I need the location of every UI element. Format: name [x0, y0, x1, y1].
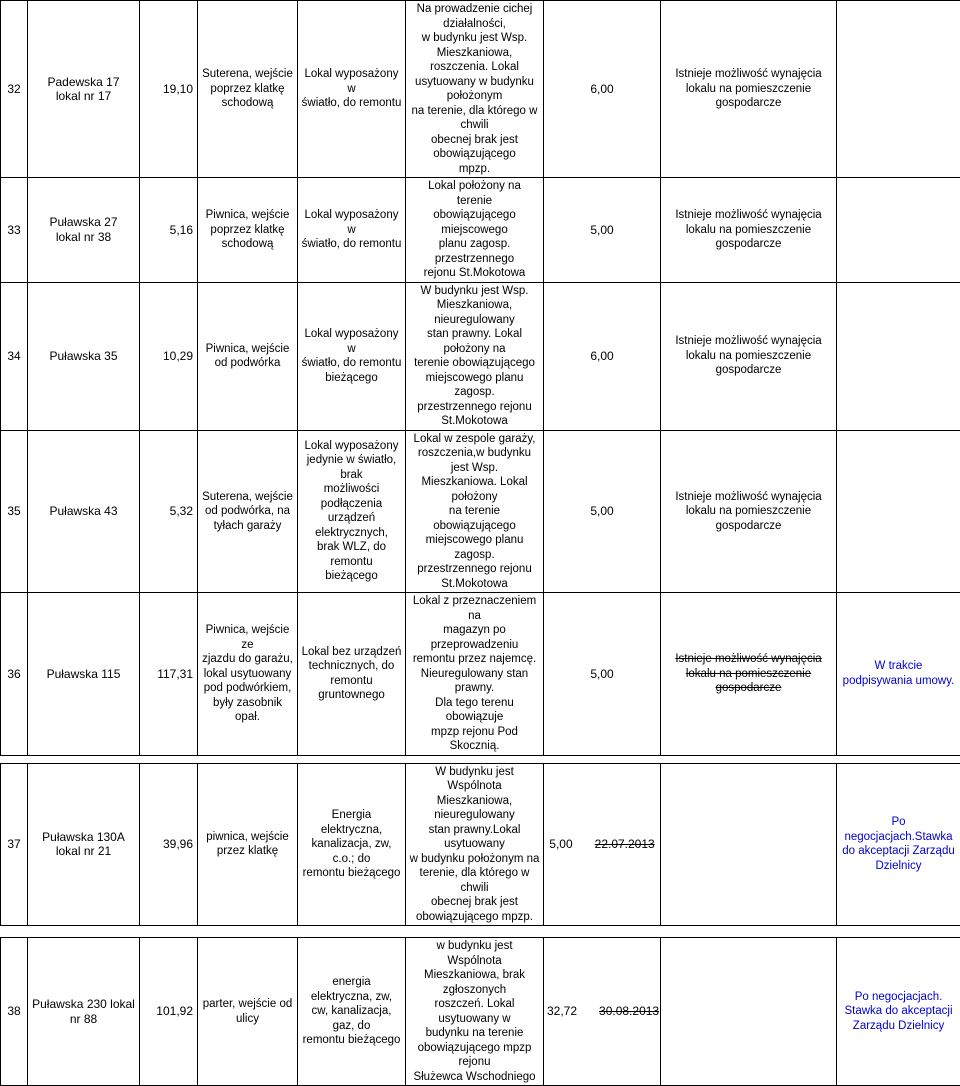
usage-note-cell-line: Istnieje możliwość wynajęcia — [664, 490, 833, 505]
table-row — [1, 430, 960, 593]
description-cell-line: terenie obowiązującego — [409, 356, 540, 371]
description-cell-line: obecnej brak jest obowiązującego — [409, 133, 540, 162]
description-cell — [406, 593, 544, 756]
access-cell-line: Piwnica, wejście — [201, 208, 294, 223]
row-number: 32 — [1, 1, 28, 178]
equipment-cell-line: brak WLZ, do remontu — [301, 540, 402, 569]
equipment-cell-line: technicznych, do — [301, 659, 402, 674]
description-cell — [406, 178, 544, 283]
address-cell — [28, 430, 140, 593]
description-cell-line: Mieszkaniowa, nieuregulowany — [409, 298, 540, 327]
equipment-cell-line: światło, do remontu — [301, 237, 402, 252]
rent-value: 5,00 — [590, 667, 613, 681]
equipment-cell-line: Lokal bez urządzeń — [301, 645, 402, 660]
description-cell-line: Mieszkaniowa, roszczenia. Lokal — [409, 46, 540, 75]
remarks-cell — [837, 282, 960, 430]
usage-note-cell-line: lokalu na pomieszczenie — [664, 504, 833, 519]
remarks-cell — [837, 938, 960, 1086]
description-cell-line: terenie, dla którego w chwili — [409, 866, 540, 895]
equipment-cell-line: bieżącego — [301, 371, 402, 386]
equipment-cell-line: remontu gruntownego — [301, 674, 402, 703]
remarks-cell-line: podpisywania umowy. — [840, 674, 957, 689]
description-cell-line: roszczenia,w budynku jest Wsp. — [409, 446, 540, 475]
area-cell: 5,32 — [140, 430, 198, 593]
description-cell-line: miejscowego planu zagosp. — [409, 533, 540, 562]
description-cell-line: remontu przez najemcę. — [409, 652, 540, 667]
access-cell-line: lokal usytuowany — [201, 667, 294, 682]
equipment-cell-line: Energia elektryczna, — [301, 808, 402, 837]
access-cell-line: Suterena, wejście — [201, 67, 294, 82]
remarks-cell — [837, 178, 960, 283]
access-cell-line: schodową — [201, 237, 294, 252]
usage-note-cell-line: Istnieje możliwość wynajęcia — [664, 208, 833, 223]
row-number: 37 — [1, 763, 28, 926]
table-row — [1, 282, 960, 430]
address-cell-line: lokal nr 17 — [31, 89, 136, 104]
table-row — [1, 763, 960, 926]
usage-note-cell — [661, 1, 837, 178]
description-cell-line: planu zagosp. przestrzennego — [409, 237, 540, 266]
equipment-cell-line: jedynie w światło, brak — [301, 453, 402, 482]
description-cell-line: mpzp. — [409, 162, 540, 177]
remarks-cell — [837, 593, 960, 756]
rent-cell — [544, 593, 661, 756]
rent-date: 22.07.2013 — [595, 837, 655, 851]
area-cell: 5,16 — [140, 178, 198, 283]
usage-note-cell — [661, 763, 837, 926]
description-cell-line: obecnej brak jest — [409, 895, 540, 910]
equipment-cell — [298, 282, 406, 430]
equipment-cell-line: Lokal wyposażony — [301, 439, 402, 454]
description-cell-line: obowiązującego mpzp. — [409, 910, 540, 925]
equipment-cell-line: bieżącego — [301, 569, 402, 584]
description-cell-line: obowiązującego miejscowego — [409, 208, 540, 237]
description-cell-line: stan prawny.Lokal usytuowany — [409, 823, 540, 852]
gap-cell — [1, 755, 960, 763]
description-cell-line: Mieszkaniowa, nieuregulowany — [409, 794, 540, 823]
usage-note-cell — [661, 282, 837, 430]
description-cell-line: Służewca Wschodniego — [409, 1070, 540, 1085]
access-cell-line: tyłach garaży — [201, 519, 294, 534]
equipment-cell — [298, 938, 406, 1086]
access-cell-line: od podwórka — [201, 356, 294, 371]
address-cell — [28, 1, 140, 178]
remarks-cell-line: Po — [840, 815, 957, 830]
address-cell-line: Puławska 35 — [31, 349, 136, 364]
equipment-cell — [298, 178, 406, 283]
description-cell — [406, 763, 544, 926]
equipment-cell-line: urządzeń elektrycznych, — [301, 511, 402, 540]
rent-value: 5,00 — [590, 504, 613, 518]
address-cell-line: Padewska 17 — [31, 75, 136, 90]
description-cell-line: w budynku jest Wspólnota — [409, 939, 540, 968]
usage-note-cell — [661, 593, 837, 756]
description-cell-line: roszczeń. Lokal usytuowany w — [409, 997, 540, 1026]
description-cell-line: budynku na terenie — [409, 1026, 540, 1041]
remarks-cell-line: Stawka do akceptacji — [840, 1004, 957, 1019]
row-gap — [1, 926, 960, 938]
description-cell-line: w budynku jest Wsp. — [409, 31, 540, 46]
equipment-cell-line: możliwości podłączenia — [301, 482, 402, 511]
description-cell-line: mpzp rejonu Pod Skocznią. — [409, 725, 540, 754]
address-cell — [28, 282, 140, 430]
remarks-cell — [837, 763, 960, 926]
rent-value: 6,00 — [590, 349, 613, 363]
address-cell-line: Puławska 27 — [31, 215, 136, 230]
row-number: 34 — [1, 282, 28, 430]
description-cell-line: rejonu St.Mokotowa — [409, 266, 540, 281]
remarks-cell-line: Zarządu Dzielnicy — [840, 1019, 957, 1034]
description-cell-line: w budynku położonym na — [409, 852, 540, 867]
address-cell-line: lokal nr 21 — [31, 844, 136, 859]
usage-note-cell — [661, 430, 837, 593]
table-row — [1, 1, 960, 178]
rent-cell — [544, 763, 661, 926]
address-cell — [28, 763, 140, 926]
area-cell: 39,96 — [140, 763, 198, 926]
rent-cell — [544, 938, 661, 1086]
description-cell-line: Dla tego terenu obowiązuje — [409, 696, 540, 725]
access-cell-line: od podwórka, na — [201, 504, 294, 519]
equipment-cell-line: Lokal wyposażony w — [301, 327, 402, 356]
table-row — [1, 178, 960, 283]
description-cell-line: stan prawny. Lokal położony na — [409, 327, 540, 356]
access-cell-line: ulicy — [201, 1012, 294, 1027]
area-cell: 10,29 — [140, 282, 198, 430]
description-cell-line: Na prowadzenie cichej działalności, — [409, 2, 540, 31]
description-cell-line: magazyn po przeprowadzeniu — [409, 623, 540, 652]
access-cell — [198, 282, 298, 430]
row-number: 35 — [1, 430, 28, 593]
access-cell — [198, 430, 298, 593]
usage-note-cell-line: gospodarcze — [664, 363, 833, 378]
access-cell-line: Suterena, wejście — [201, 490, 294, 505]
access-cell-line: poprzez klatkę — [201, 223, 294, 238]
description-cell-line: Lokal z przeznaczeniem na — [409, 594, 540, 623]
access-cell — [198, 1, 298, 178]
usage-note-cell-line: lokalu na pomieszczenie — [664, 223, 833, 238]
access-cell-line: Piwnica, wejście ze — [201, 623, 294, 652]
description-cell — [406, 938, 544, 1086]
equipment-cell — [298, 593, 406, 756]
remarks-cell-line: Dzielnicy — [840, 859, 957, 874]
area-cell: 117,31 — [140, 593, 198, 756]
access-cell-line: Piwnica, wejście — [201, 342, 294, 357]
remarks-cell — [837, 430, 960, 593]
remarks-cell — [837, 1, 960, 178]
equipment-cell — [298, 1, 406, 178]
rent-cell — [544, 178, 661, 283]
address-cell — [28, 178, 140, 283]
remarks-cell-line: W trakcie — [840, 659, 957, 674]
access-cell-line: piwnica, wejście — [201, 830, 294, 845]
description-cell-line: na terenie, dla którego w chwili — [409, 104, 540, 133]
equipment-cell — [298, 430, 406, 593]
usage-note-cell-line: lokalu na pomieszczenie — [664, 667, 833, 682]
access-cell-line: poprzez klatkę — [201, 82, 294, 97]
area-cell: 19,10 — [140, 1, 198, 178]
description-cell-line: usytuowany w budynku położonym — [409, 75, 540, 104]
equipment-cell-line: remontu bieżącego — [301, 1033, 402, 1048]
rent-cell — [544, 430, 661, 593]
rent-value: 32,72 — [547, 1004, 577, 1018]
description-cell-line: Mieszkaniowa. Lokal położony — [409, 475, 540, 504]
description-cell-line: St.Mokotowa — [409, 577, 540, 592]
gap-cell — [1, 926, 960, 938]
access-cell — [198, 763, 298, 926]
access-cell-line: przez klatkę — [201, 844, 294, 859]
row-number: 33 — [1, 178, 28, 283]
rent-value: 5,00 — [549, 837, 572, 851]
remarks-cell-line: negocjacjach.Stawka — [840, 830, 957, 845]
usage-note-cell-line: Istnieje możliwość wynajęcia — [664, 334, 833, 349]
equipment-cell-line: energia elektryczna, zw, — [301, 975, 402, 1004]
area-cell: 101,92 — [140, 938, 198, 1086]
description-cell-line: przestrzennego rejonu — [409, 562, 540, 577]
usage-note-cell-line: gospodarcze — [664, 681, 833, 696]
description-cell-line: Nieuregulowany stan prawny. — [409, 667, 540, 696]
usage-note-cell-line: Istnieje możliwość wynajęcia — [664, 652, 833, 667]
equipment-cell-line: Lokal wyposażony w — [301, 67, 402, 96]
usage-note-cell-line: lokalu na pomieszczenie — [664, 82, 833, 97]
description-cell — [406, 430, 544, 593]
description-cell — [406, 282, 544, 430]
rent-value: 5,00 — [590, 223, 613, 237]
usage-note-cell — [661, 178, 837, 283]
description-cell-line: przestrzennego rejonu — [409, 400, 540, 415]
access-cell-line: parter, wejście od — [201, 997, 294, 1012]
access-cell-line: zjazdu do garażu, — [201, 652, 294, 667]
row-number: 38 — [1, 938, 28, 1086]
address-cell-line: Puławska 230 lokal nr 88 — [31, 997, 136, 1026]
address-cell — [28, 938, 140, 1086]
equipment-cell-line: remontu bieżącego — [301, 866, 402, 881]
access-cell-line: pod podwórkiem, — [201, 681, 294, 696]
description-cell-line: miejscowego planu zagosp. — [409, 371, 540, 400]
usage-note-cell — [661, 938, 837, 1086]
description-cell-line: St.Mokotowa — [409, 414, 540, 429]
access-cell-line: schodową — [201, 96, 294, 111]
address-cell-line: Puławska 43 — [31, 504, 136, 519]
usage-note-cell-line: gospodarcze — [664, 96, 833, 111]
equipment-cell — [298, 763, 406, 926]
description-cell-line: Lokal w zespole garaży, — [409, 432, 540, 447]
access-cell — [198, 593, 298, 756]
equipment-cell-line: kanalizacja, zw, c.o.; do — [301, 837, 402, 866]
remarks-cell-line: Po negocjacjach. — [840, 990, 957, 1005]
access-cell — [198, 178, 298, 283]
description-cell-line: W budynku jest Wsp. — [409, 284, 540, 299]
rent-value: 6,00 — [590, 82, 613, 96]
table-row — [1, 593, 960, 756]
rent-cell — [544, 1, 661, 178]
address-cell-line: lokal nr 38 — [31, 230, 136, 245]
description-cell-line: obowiązującego mpzp rejonu — [409, 1041, 540, 1070]
usage-note-cell-line: gospodarcze — [664, 519, 833, 534]
description-cell-line: na terenie obowiązującego — [409, 504, 540, 533]
rent-cell — [544, 282, 661, 430]
usage-note-cell-line: Istnieje możliwość wynajęcia — [664, 67, 833, 82]
description-cell-line: Mieszkaniowa, brak zgłoszonych — [409, 968, 540, 997]
description-cell-line: Lokal położony na terenie — [409, 179, 540, 208]
address-cell-line: Puławska 115 — [31, 667, 136, 682]
equipment-cell-line: światło, do remontu — [301, 96, 402, 111]
table-row — [1, 938, 960, 1086]
equipment-cell-line: cw, kanalizacja, gaz, do — [301, 1004, 402, 1033]
equipment-cell-line: światło, do remontu — [301, 356, 402, 371]
usage-note-cell-line: lokalu na pomieszczenie — [664, 349, 833, 364]
row-number: 36 — [1, 593, 28, 756]
address-cell-line: Puławska 130A — [31, 830, 136, 845]
description-cell — [406, 1, 544, 178]
equipment-cell-line: Lokal wyposażony w — [301, 208, 402, 237]
access-cell — [198, 938, 298, 1086]
remarks-cell-line: do akceptacji Zarządu — [840, 844, 957, 859]
address-cell — [28, 593, 140, 756]
usage-note-cell-line: gospodarcze — [664, 237, 833, 252]
row-gap — [1, 755, 960, 763]
access-cell-line: były zasobnik opał. — [201, 696, 294, 725]
description-cell-line: W budynku jest Wspólnota — [409, 765, 540, 794]
rent-date: 30.08.2013 — [599, 1004, 659, 1018]
